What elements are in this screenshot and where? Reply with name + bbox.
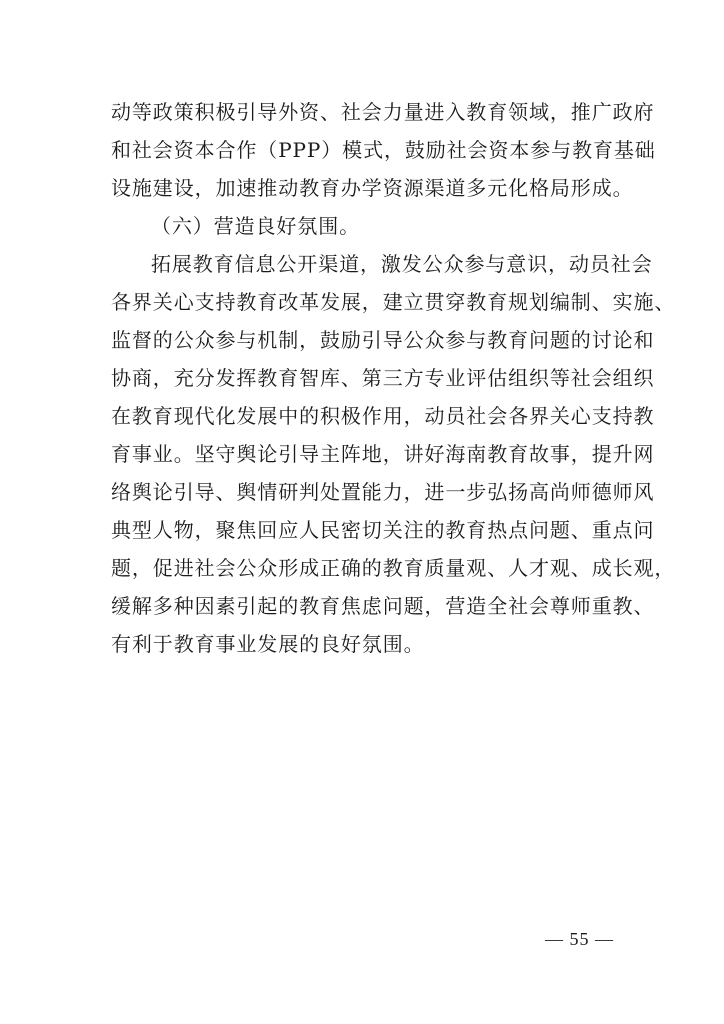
text-line: 协商，充分发挥教育智库、第三方专业评估组织等社会组织	[111, 366, 655, 390]
text-line: 监督的公众参与机制，鼓励引导公众参与教育问题的讨论和	[111, 328, 655, 352]
text-line: 题，促进社会公众形成正确的教育质量观、人才观、成长观，	[111, 556, 676, 580]
text-line: 在教育现代化发展中的积极作用，动员社会各界关心支持教	[111, 404, 655, 428]
text-line: 有利于教育事业发展的良好氛围。	[111, 632, 425, 656]
text-line: 和社会资本合作（PPP）模式，鼓励社会资本参与教育基础	[111, 138, 656, 162]
text-line: 缓解多种因素引起的教育焦虑问题，营造全社会尊师重教、	[111, 594, 655, 618]
text-line: 育事业。坚守舆论引导主阵地，讲好海南教育故事，提升网	[111, 442, 655, 466]
text-line: 典型人物，聚焦回应人民密切关注的教育热点问题、重点问	[111, 518, 655, 542]
text-line: 拓展教育信息公开渠道，激发公众参与意识，动员社会	[151, 252, 653, 276]
page-number: — 55 —	[545, 929, 614, 949]
paragraph-continued	[111, 93, 656, 207]
document-body	[111, 93, 676, 663]
text-line: 各界关心支持教育改革发展，建立贯穿教育规划编制、实施、	[111, 290, 676, 314]
text-line: 设施建设，加速推动教育办学资源渠道多元化格局形成。	[111, 176, 634, 200]
paragraph-atmosphere	[111, 245, 676, 663]
section-heading: （六）营造良好氛围。	[151, 214, 360, 238]
text-line: 动等政策积极引导外资、社会力量进入教育领域，推广政府	[111, 100, 655, 124]
text-line: 络舆论引导、舆情研判处置能力，进一步弘扬高尚师德师风	[111, 480, 655, 504]
